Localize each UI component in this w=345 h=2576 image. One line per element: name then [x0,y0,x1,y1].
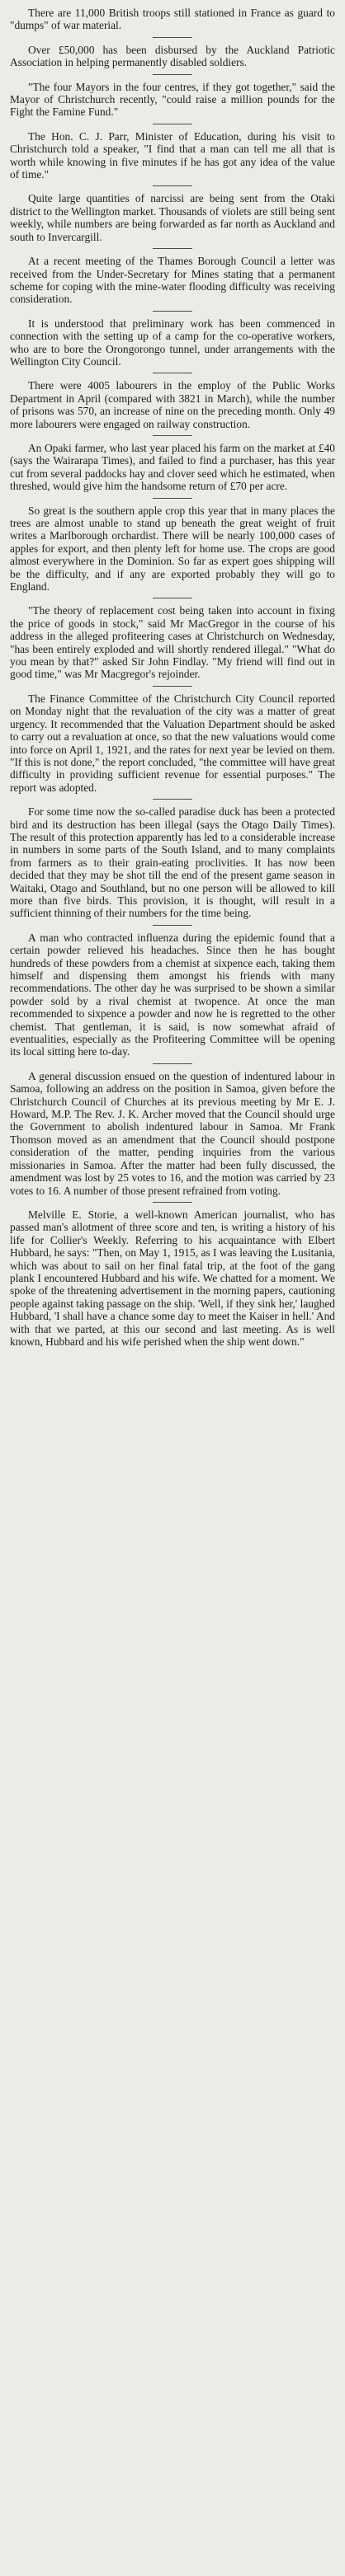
news-paragraph-3: "The four Mayors in the four centres, if they got together," said the Mayor of Christchurch recently, "could raise a million pounds for the Fight the Famine Fund." [10,80,335,119]
separator-rule [10,119,335,130]
news-paragraph-6: At a recent meeting of the Thames Borough Council a letter was received from the Under-Secretary for Mines stating that a permanent scheme for coping with the mine-water flooding difficulty was receiving consideration. [10,255,335,306]
separator-rule [10,593,335,604]
separator-rule [10,306,335,317]
news-paragraph-10: So great is the southern apple crop this year that in many places the trees are almost unable to stand up beneath the great weight of fruit writes a Marlborough orchardist. There will be nearly 100,000 cases of apples for export, and then plenty left for home use. The crops are good almost everywhere in the Dominion. So far as expert goes shipping will be the difficulty, and if any are exported probably they will go to England. [10,504,335,594]
separator-rule [10,430,335,442]
separator-rule [10,794,335,805]
separator-rule [10,69,335,81]
news-paragraph-4: The Hon. C. J. Parr, Minister of Education, during his visit to Christchurch told a speaker, "I find that a man can tell me all that is worth while knowing in five minutes if he has got any idea of the value of time." [10,129,335,181]
separator-rule [10,681,335,692]
news-paragraph-16: Melville E. Storie, a well-known American journalist, who has passed man's allotment of three score and ten, is writing a history of his life for Collier's Weekly. Referring to his acquaintance with Elbert Hubbard, he says: "Then, on May 1, 1915, as I was leaving the Lusitania, which was about to sail on her final fatal trip, at the foot of the gang plank I encountered Hubbard and his wife. We chatted for a moment. We spoke of the threatening advertisement in the morning papers, cautioning people against taking passage on the ship. 'Well, if they sink her,' laughed Hubbard, 'I shall have a chance some day to meet the Kaiser in hell.' And with that we parted, at this our second and last meeting. As is well known, Hubbard and his wife perished when the ship went down." [10,1208,335,1348]
news-paragraph-14: A man who contracted influenza during the epidemic found that a certain powder relieved his headaches. Since then he has bought hundreds of these powders from a chemist at sixpence each, taking them himself and dispensing them amongst his friends with many recommendations. The other day he was surprised to be shown a similar powder sold by a rival chemist at twopence. At once the man recommended to sixpence a powder and now he is regretted to the other chemist. That gentleman, it is said, is now somewhat afraid of eventualities, especially as the Profiteering Committee will be opening its local sitting here to-day. [10,931,335,1058]
news-paragraph-5: Quite large quantities of narcissi are being sent from the Otaki district to the Wellington market. Thousands of violets are still being sent weekly, while numbers are being forwarded as far north as Auckland and south to Invercargill. [10,192,335,243]
news-paragraph-15: A general discussion ensued on the question of indentured labour in Samoa, following an address on the position in Samoa, given before the Christchurch Council of Churches at its previous meeting by Mr E. J. Howard, M.P. The Rev. J. K. Archer moved that the Council should urge the Government to abolish indentured labour in Samoa. Mr Frank Thomson moved as an amendment that the Council should postpone consideration of the matter, pending inquiries from the various missionaries in Samoa. After the matter had been fully discussed, the amendment was lost by 25 votes to 16, and the motion was carried by 23 votes to 16. A number of those present refrained from voting. [10,1069,335,1197]
separator-rule [10,32,335,44]
separator-rule [10,493,335,504]
news-paragraph-7: It is understood that preliminary work has been commenced in connection with the setting up of a camp for the co-operative workers, who are to bore the Orongorongo tunnel, under arrangements with the Wellington City Council. [10,317,335,368]
news-paragraph-13: For some time now the so-called paradise duck has been a protected bird and its destruction has been illegal (says the Otago Daily Times). The result of this protection apparently has led to a considerable increase in numbers in some parts of the South Island, and to many complaints from farmers as to their grain-eating proclivities. It has now been decided that they may be shot till the end of the present game season in Waitaki, Otago and Southland, but no one person will be allowed to kill more than five birds. This provision, it is thought, will result in a sufficient thinning of their numbers for the time being. [10,805,335,920]
news-paragraph-8: There were 4005 labourers in the employ of the Public Works Department in April (compared with 3821 in March), while the number of prisons was 570, an increase of nine on the preceding month. Only 49 more labourers were engaged on railway construction. [10,379,335,430]
news-paragraph-1: There are 11,000 British troops still stationed in France as guard to "dumps" of war material. [10,7,335,32]
separator-rule [10,1058,335,1070]
separator-rule [10,920,335,931]
news-paragraph-11: "The theory of replacement cost being taken into account in fixing the price of goods in stock," said Mr MacGregor in the course of his address in the alleged profiteering cases at Christchurch on Wednesday, "has been entirely exploded and will shortly rendered illegal." "What do you mean by that?" asked Sir John Findlay. "My friend will find out in good time," was Mr Macgregor's rejoinder. [10,604,335,681]
news-paragraph-12: The Finance Committee of the Christchurch City Council reported on Monday night that the revaluation of the city was a matter of great urgency. It recommended that the Valuation Department should be asked to carry out a revaluation at once, so that the new valuations would come into force on April 1, 1921, and the rates for next year be levied on them. "If this is not done," the report concluded, "the committee will have great difficulty in providing sufficient revenue for essential purposes." The report was adopted. [10,692,335,794]
separator-rule [10,368,335,379]
separator-rule [10,243,335,255]
news-paragraph-9: An Opaki farmer, who last year placed his farm on the market at £40 (says the Wairarapa Times), and failed to find a purchaser, has this year cut from several paddocks hay and clover seed which he estimated, when threshed, would give him the handsome return of £70 per acre. [10,441,335,493]
news-paragraph-2: Over £50,000 has been disbursed by the Auckland Patriotic Association in helping permanently disabled soldiers. [10,43,335,69]
separator-rule [10,1197,335,1208]
separator-rule [10,181,335,192]
